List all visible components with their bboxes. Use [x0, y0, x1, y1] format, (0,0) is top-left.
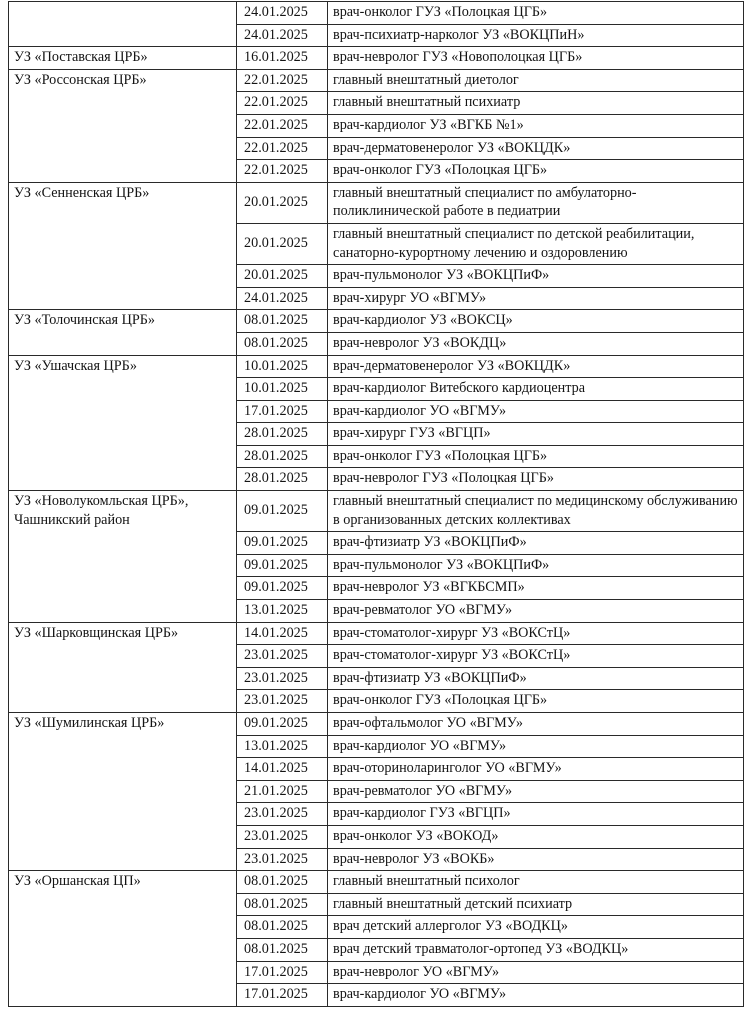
specialist-cell: врач-пульмонолог УЗ «ВОКЦПиФ»	[328, 265, 744, 288]
specialist-cell: врач-онколог УЗ «ВОКОД»	[328, 825, 744, 848]
specialist-cell: главный внештатный психиатр	[328, 92, 744, 115]
specialist-cell: врач-дерматовенеролог УЗ «ВОКЦДК»	[328, 355, 744, 378]
specialist-cell: врач-ревматолог УО «ВГМУ»	[328, 780, 744, 803]
visit-date-cell: 23.01.2025	[237, 848, 328, 871]
visit-date-cell: 14.01.2025	[237, 622, 328, 645]
specialist-cell: врач-дерматовенеролог УЗ «ВОКЦДК»	[328, 137, 744, 160]
specialist-cell: врач-кардиолог УО «ВГМУ»	[328, 984, 744, 1007]
specialist-cell: врач детский травматолог-ортопед УЗ «ВОДКЦ»	[328, 938, 744, 961]
table-row	[9, 182, 744, 223]
specialist-cell: врач-фтизиатр УЗ «ВОКЦПиФ»	[328, 667, 744, 690]
organization-cell	[9, 2, 237, 47]
visit-date-cell: 22.01.2025	[237, 92, 328, 115]
visit-date-cell: 08.01.2025	[237, 938, 328, 961]
visit-date-cell: 14.01.2025	[237, 758, 328, 781]
visit-date-cell: 10.01.2025	[237, 378, 328, 401]
specialist-cell: врач-пульмонолог УЗ «ВОКЦПиФ»	[328, 554, 744, 577]
specialist-cell: врач-невролог УЗ «ВОКБ»	[328, 848, 744, 871]
visit-date-cell: 20.01.2025	[237, 182, 328, 223]
table-row	[9, 2, 744, 25]
visit-date-cell: 28.01.2025	[237, 468, 328, 491]
specialist-cell: врач-оториноларинголог УО «ВГМУ»	[328, 758, 744, 781]
organization-cell: УЗ «Толочинская ЦРБ»	[9, 310, 237, 355]
specialist-cell: врач-кардиолог УЗ «ВГКБ №1»	[328, 114, 744, 137]
visit-date-cell: 09.01.2025	[237, 577, 328, 600]
schedule-body	[9, 2, 744, 1007]
organization-cell: УЗ «Поставская ЦРБ»	[9, 47, 237, 70]
table-row	[9, 310, 744, 333]
visit-date-cell: 09.01.2025	[237, 713, 328, 736]
visit-date-cell: 23.01.2025	[237, 803, 328, 826]
specialist-cell: врач детский аллерголог УЗ «ВОДКЦ»	[328, 916, 744, 939]
visit-date-cell: 22.01.2025	[237, 114, 328, 137]
organization-cell: УЗ «Сенненская ЦРБ»	[9, 182, 237, 310]
visit-date-cell: 23.01.2025	[237, 825, 328, 848]
specialist-cell: врач-невролог ГУЗ «Полоцкая ЦГБ»	[328, 468, 744, 491]
specialist-cell: врач-фтизиатр УЗ «ВОКЦПиФ»	[328, 532, 744, 555]
specialist-cell: врач-ревматолог УО «ВГМУ»	[328, 600, 744, 623]
specialist-cell: врач-онколог ГУЗ «Полоцкая ЦГБ»	[328, 690, 744, 713]
visit-date-cell: 28.01.2025	[237, 423, 328, 446]
table-row	[9, 622, 744, 645]
specialist-cell: врач-хирург УО «ВГМУ»	[328, 287, 744, 310]
visit-date-cell: 28.01.2025	[237, 445, 328, 468]
specialist-cell: главный внештатный специалист по амбулаторно-поликлинической работе в педиатрии	[328, 182, 744, 223]
specialist-cell: главный внештатный специалист по медицинскому обслуживанию в организованных детских коллективах	[328, 491, 744, 532]
visit-date-cell: 20.01.2025	[237, 265, 328, 288]
visit-date-cell: 21.01.2025	[237, 780, 328, 803]
specialist-cell: врач-кардиолог УО «ВГМУ»	[328, 400, 744, 423]
visit-date-cell: 24.01.2025	[237, 287, 328, 310]
visit-date-cell: 13.01.2025	[237, 735, 328, 758]
visit-date-cell: 08.01.2025	[237, 916, 328, 939]
specialist-cell: врач-кардиолог УО «ВГМУ»	[328, 735, 744, 758]
visit-date-cell: 23.01.2025	[237, 690, 328, 713]
organization-cell: УЗ «Ушачская ЦРБ»	[9, 355, 237, 491]
visit-date-cell: 24.01.2025	[237, 2, 328, 25]
visit-date-cell: 09.01.2025	[237, 532, 328, 555]
visit-date-cell: 10.01.2025	[237, 355, 328, 378]
table-row	[9, 871, 744, 894]
visit-date-cell: 16.01.2025	[237, 47, 328, 70]
specialist-cell: главный внештатный психолог	[328, 871, 744, 894]
visit-date-cell: 20.01.2025	[237, 223, 328, 264]
visit-date-cell: 17.01.2025	[237, 400, 328, 423]
organization-cell: УЗ «Новолукомльская ЦРБ», Чашникский район	[9, 491, 237, 623]
visit-date-cell: 09.01.2025	[237, 554, 328, 577]
organization-cell: УЗ «Россонская ЦРБ»	[9, 69, 237, 182]
specialist-cell: врач-стоматолог-хирург УЗ «ВОКСтЦ»	[328, 622, 744, 645]
table-row	[9, 69, 744, 92]
specialist-cell: главный внештатный детский психиатр	[328, 893, 744, 916]
specialist-cell: врач-стоматолог-хирург УЗ «ВОКСтЦ»	[328, 645, 744, 668]
visit-date-cell: 08.01.2025	[237, 893, 328, 916]
organization-cell: УЗ «Шарковщинская ЦРБ»	[9, 622, 237, 712]
visit-date-cell: 23.01.2025	[237, 645, 328, 668]
specialist-cell: врач-невролог ГУЗ «Новополоцкая ЦГБ»	[328, 47, 744, 70]
specialist-cell: врач-хирург ГУЗ «ВГЦП»	[328, 423, 744, 446]
table-row	[9, 47, 744, 70]
specialist-cell: врач-невролог УЗ «ВОКДЦ»	[328, 332, 744, 355]
specialist-cell: врач-кардиолог УЗ «ВОКСЦ»	[328, 310, 744, 333]
specialist-cell: главный внештатный специалист по детской реабилитации, санаторно-курортному лечению и оздоровлению	[328, 223, 744, 264]
visit-date-cell: 09.01.2025	[237, 491, 328, 532]
visit-date-cell: 23.01.2025	[237, 667, 328, 690]
visit-date-cell: 22.01.2025	[237, 160, 328, 183]
specialist-cell: врач-невролог УЗ «ВГКБСМП»	[328, 577, 744, 600]
organization-cell: УЗ «Шумилинская ЦРБ»	[9, 713, 237, 871]
visit-date-cell: 24.01.2025	[237, 24, 328, 47]
table-row	[9, 713, 744, 736]
visit-date-cell: 08.01.2025	[237, 871, 328, 894]
visit-date-cell: 17.01.2025	[237, 961, 328, 984]
specialist-cell: врач-офтальмолог УО «ВГМУ»	[328, 713, 744, 736]
visit-date-cell: 13.01.2025	[237, 600, 328, 623]
specialist-cell: врач-онколог ГУЗ «Полоцкая ЦГБ»	[328, 445, 744, 468]
visit-date-cell: 22.01.2025	[237, 137, 328, 160]
table-row	[9, 491, 744, 532]
visit-date-cell: 17.01.2025	[237, 984, 328, 1007]
specialist-cell: врач-онколог ГУЗ «Полоцкая ЦГБ»	[328, 160, 744, 183]
specialist-cell: врач-онколог ГУЗ «Полоцкая ЦГБ»	[328, 2, 744, 25]
table-row	[9, 355, 744, 378]
visit-date-cell: 08.01.2025	[237, 310, 328, 333]
specialist-cell: врач-невролог УО «ВГМУ»	[328, 961, 744, 984]
specialist-cell: врач-кардиолог ГУЗ «ВГЦП»	[328, 803, 744, 826]
visit-date-cell: 08.01.2025	[237, 332, 328, 355]
organization-cell: УЗ «Оршанская ЦП»	[9, 871, 237, 1007]
consultation-schedule-table	[8, 1, 744, 1007]
visit-date-cell: 22.01.2025	[237, 69, 328, 92]
specialist-cell: главный внештатный диетолог	[328, 69, 744, 92]
specialist-cell: врач-психиатр-нарколог УЗ «ВОКЦПиН»	[328, 24, 744, 47]
specialist-cell: врач-кардиолог Витебского кардиоцентра	[328, 378, 744, 401]
